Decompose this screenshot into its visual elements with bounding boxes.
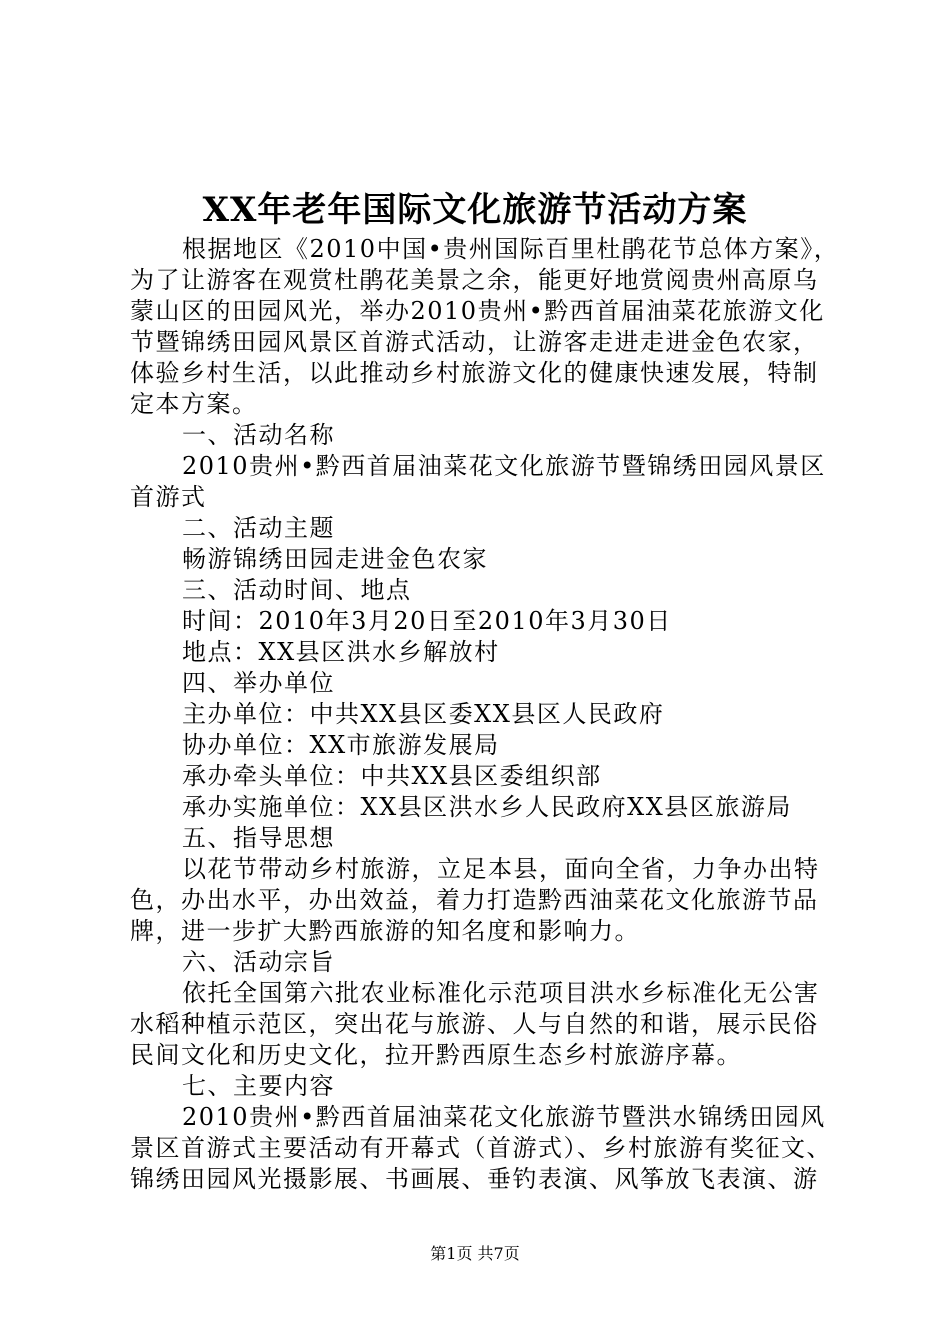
text-line: 承办牵头单位：中共XX县区委组织部 [182, 762, 602, 790]
text-line: 水稻种植示范区，突出花与旅游、人与自然的和谐，展示民俗 [130, 1010, 819, 1038]
text-line: 2010贵州•黔西首届油菜花文化旅游节暨洪水锦绣田园风 [182, 1103, 826, 1131]
text-line: 主办单位：中共XX县区委XX县区人民政府 [182, 700, 665, 728]
document-body [130, 234, 840, 1195]
text-line: 畅游锦绣田园走进金色农家 [182, 545, 488, 573]
text-line: 依托全国第六批农业标准化示范项目洪水乡标准化无公害 [182, 979, 820, 1007]
text-line: 蒙山区的田园风光，举办2010贵州•黔西首届油菜花旅游文化 [130, 297, 825, 325]
page-footer: 第1页 共7页 [430, 1244, 520, 1263]
text-line: 时间：2010年3月20日至2010年3月30日 [182, 607, 672, 635]
text-line: 六、活动宗旨 [182, 948, 335, 976]
text-line: 七、主要内容 [182, 1072, 335, 1100]
text-line: 以花节带动乡村旅游，立足本县，面向全省，力争办出特 [182, 855, 820, 883]
text-line: 节暨锦绣田园风景区首游式活动，让游客走进走进金色农家， [130, 328, 819, 356]
text-line: 四、举办单位 [182, 669, 335, 697]
text-line: 首游式 [130, 483, 207, 511]
text-line: 色，办出水平，办出效益，着力打造黔西油菜花文化旅游节品 [130, 886, 819, 914]
text-line: 承办实施单位：XX县区洪水乡人民政府XX县区旅游局 [182, 793, 792, 821]
document-title: XX年老年国际文化旅游节活动方案 [202, 190, 748, 230]
text-line: 五、指导思想 [182, 824, 335, 852]
text-line: 二、活动主题 [182, 514, 335, 542]
text-line: 协办单位：XX市旅游发展局 [182, 731, 500, 759]
text-line: 锦绣田园风光摄影展、书画展、垂钓表演、风筝放飞表演、游 [130, 1165, 819, 1193]
text-line: 一、活动名称 [182, 421, 335, 449]
text-line: 地点：XX县区洪水乡解放村 [182, 638, 500, 666]
text-line: 三、活动时间、地点 [182, 576, 412, 604]
text-line: 根据地区《2010中国•贵州国际百里杜鹃花节总体方案》， [182, 235, 840, 263]
text-line: 2010贵州•黔西首届油菜花文化旅游节暨锦绣田园风景区 [182, 452, 826, 480]
text-line: 为了让游客在观赏杜鹃花美景之余，能更好地赏阅贵州高原乌 [130, 266, 819, 294]
text-line: 民间文化和历史文化，拉开黔西原生态乡村旅游序幕。 [130, 1041, 742, 1069]
text-line: 定本方案。 [130, 390, 258, 418]
text-line: 体验乡村生活，以此推动乡村旅游文化的健康快速发展，特制 [130, 359, 819, 387]
text-line: 牌，进一步扩大黔西旅游的知名度和影响力。 [130, 917, 640, 945]
text-line: 景区首游式主要活动有开幕式（首游式）、乡村旅游有奖征文、 [130, 1134, 832, 1162]
